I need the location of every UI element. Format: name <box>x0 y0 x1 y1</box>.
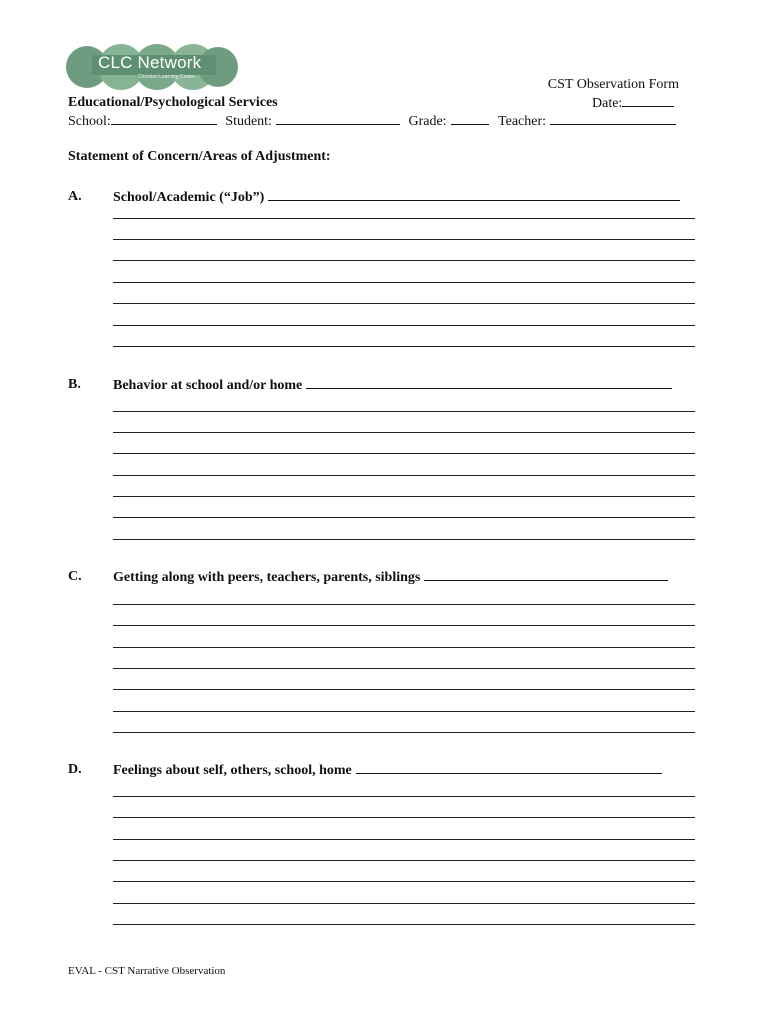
section-a-line[interactable] <box>113 282 695 283</box>
school-blank[interactable] <box>111 113 217 125</box>
logo-tagline: Christian Learning Center <box>138 74 195 80</box>
statement-heading: Statement of Concern/Areas of Adjustment: <box>68 149 331 164</box>
section-c-line[interactable] <box>113 732 695 733</box>
teacher-label: Teacher: <box>498 114 547 129</box>
student-label: Student: <box>225 114 272 129</box>
student-blank[interactable] <box>276 113 400 125</box>
section-d-line[interactable] <box>113 839 695 840</box>
section-d-line[interactable] <box>113 860 695 861</box>
section-d-line[interactable] <box>113 817 695 818</box>
date-label: Date: <box>592 96 623 111</box>
section-c-line[interactable] <box>113 604 695 605</box>
section-a-line[interactable] <box>113 325 695 326</box>
section-d-label: Feelings about self, others, school, home <box>113 763 352 778</box>
section-c-line[interactable] <box>113 625 695 626</box>
section-d-letter: D. <box>68 762 82 777</box>
section-b-line[interactable] <box>113 411 695 412</box>
section-a-line[interactable] <box>113 346 695 347</box>
section-c-letter: C. <box>68 569 82 584</box>
section-c-line[interactable] <box>113 689 695 690</box>
section-d-blank[interactable] <box>356 762 662 774</box>
section-a-line[interactable] <box>113 239 695 240</box>
info-row <box>68 113 676 130</box>
section-a-letter: A. <box>68 189 82 204</box>
org-line: Educational/Psychological Services <box>68 95 278 110</box>
section-b-line[interactable] <box>113 496 695 497</box>
section-b-letter: B. <box>68 377 81 392</box>
section-d-line[interactable] <box>113 796 695 797</box>
section-c-heading <box>113 569 668 586</box>
section-a-line[interactable] <box>113 260 695 261</box>
section-d-heading <box>113 762 662 779</box>
section-a-label: School/Academic (“Job”) <box>113 190 265 205</box>
section-d-line[interactable] <box>113 903 695 904</box>
section-c-blank[interactable] <box>424 569 668 581</box>
clc-network-logo <box>66 44 238 90</box>
section-c-line[interactable] <box>113 647 695 648</box>
grade-blank[interactable] <box>451 113 489 125</box>
grade-label: Grade: <box>408 114 447 129</box>
section-b-line[interactable] <box>113 517 695 518</box>
section-b-blank[interactable] <box>306 377 672 389</box>
section-a-line[interactable] <box>113 303 695 304</box>
teacher-blank[interactable] <box>550 113 676 125</box>
section-b-line[interactable] <box>113 539 695 540</box>
section-a-line[interactable] <box>113 218 695 219</box>
section-b-line[interactable] <box>113 475 695 476</box>
section-c-label: Getting along with peers, teachers, parents, siblings <box>113 570 421 585</box>
date-field[interactable] <box>592 95 674 112</box>
form-title: CST Observation Form <box>547 77 679 92</box>
section-d-line[interactable] <box>113 924 695 925</box>
section-b-heading <box>113 377 672 394</box>
section-b-line[interactable] <box>113 432 695 433</box>
section-a-blank[interactable] <box>268 189 680 201</box>
logo-title: CLC Network <box>98 53 202 72</box>
section-c-line[interactable] <box>113 711 695 712</box>
section-a-heading <box>113 189 680 206</box>
section-b-label: Behavior at school and/or home <box>113 378 303 393</box>
section-d-line[interactable] <box>113 881 695 882</box>
section-b-line[interactable] <box>113 453 695 454</box>
date-blank[interactable] <box>622 95 674 107</box>
page-footer: EVAL - CST Narrative Observation <box>68 965 226 977</box>
section-c-line[interactable] <box>113 668 695 669</box>
school-label: School: <box>68 114 111 129</box>
